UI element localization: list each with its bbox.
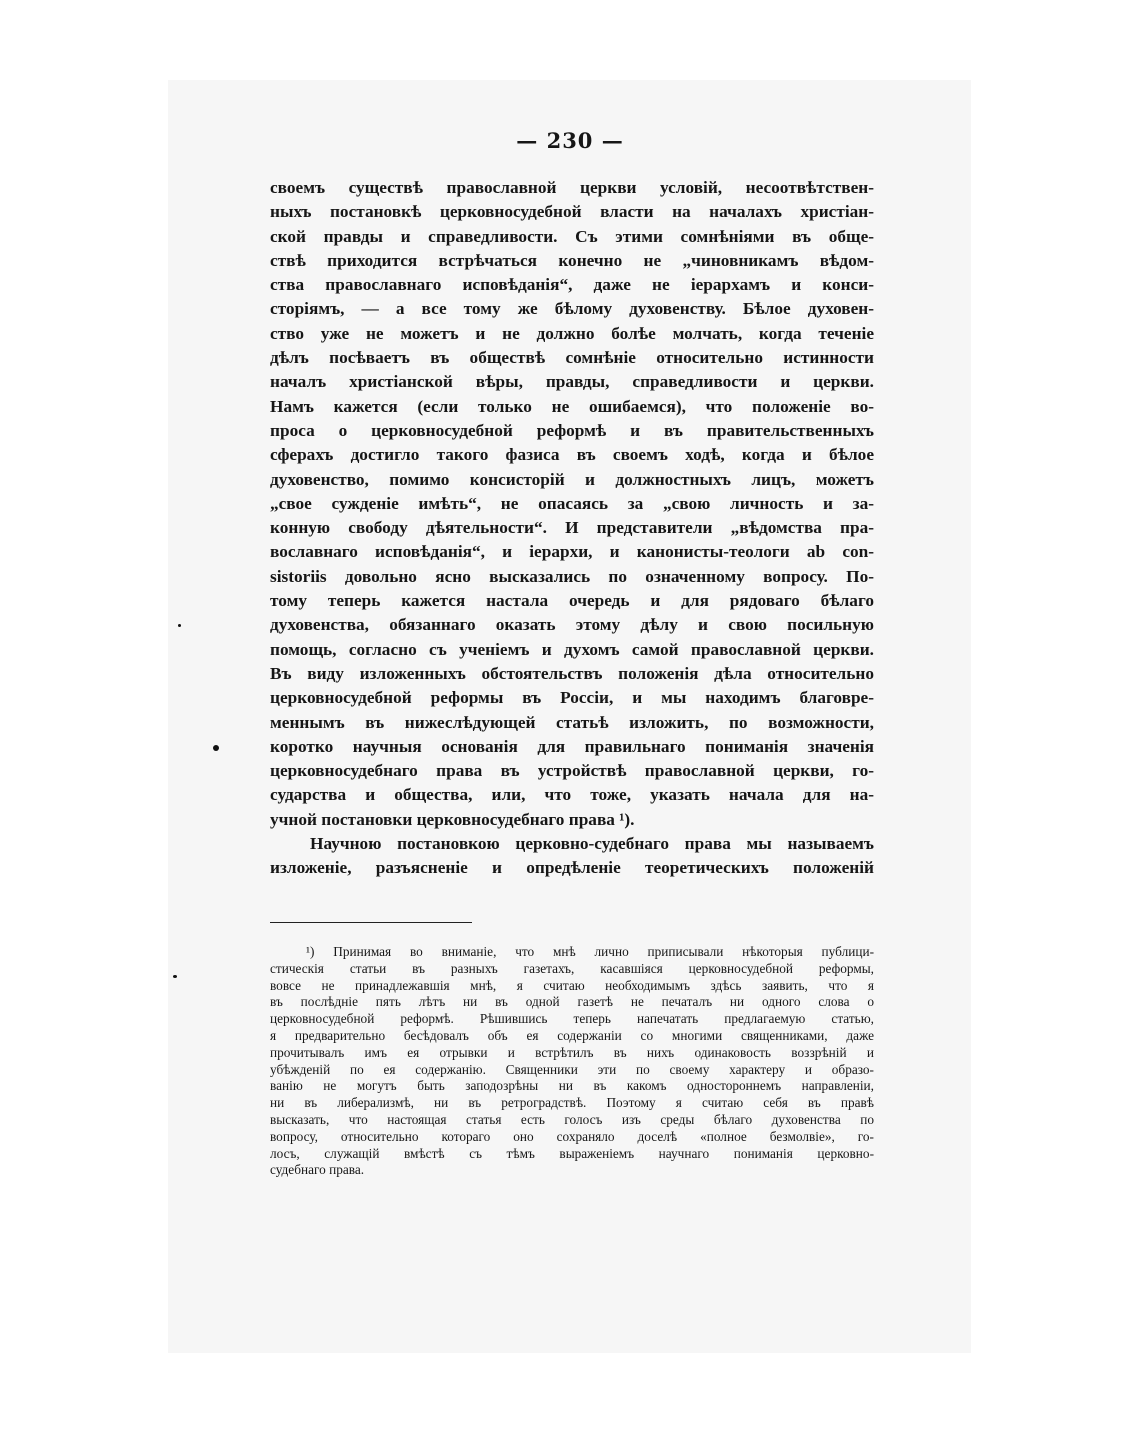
text-line: вославнаго исповѣданія“, и іерархи, и канонисты-теологи ab con-: [270, 542, 874, 562]
text-line: духовенство, помимо консисторій и должностныхъ лицъ, можетъ: [270, 469, 874, 489]
text-line: sistoriis довольно ясно высказались по означенному вопросу. По-: [270, 566, 874, 586]
text-line: тому теперь кажется настала очередь и для рядоваго бѣлаго: [270, 591, 874, 611]
footnote-line: стическія статьи въ разныхъ газетахъ, касавшіяся церковносудебной реформы,: [270, 960, 874, 976]
text-line: духовенства, обязаннаго оказать этому дѣлу и свою посильную: [270, 615, 874, 635]
footnote-line: вопросу, относительно котораго оно сохраняло доселѣ «полное безмолвіе», го-: [270, 1128, 874, 1144]
footnote-line: лосъ, служащій вмѣстѣ съ тѣмъ выраженіемъ научнаго пониманія церковно-: [270, 1145, 874, 1161]
ink-speck: [173, 975, 177, 978]
ink-speck: [178, 624, 181, 627]
text-line: „свое сужденіе имѣть“, не опасаясь за „свою личность и за-: [270, 493, 874, 513]
text-line: конную свободу дѣятельности“. И представители „вѣдомства пра-: [270, 518, 874, 538]
text-line: ныхъ постановкѣ церковносудебной власти на началахъ христіан-: [270, 202, 874, 222]
text-line: Научною постановкою церковно-судебнаго права мы называемъ: [310, 834, 874, 854]
footnote-line: прочитывалъ имъ ея отрывки и встрѣтилъ въ нихъ одинаковость воззрѣній и: [270, 1044, 874, 1060]
text-line: сторіямъ, — а все тому же бѣлому духовенству. Бѣлое духовен-: [270, 299, 874, 319]
text-line: учной постановки церковносудебнаго права ¹).: [270, 809, 635, 829]
main-text: [270, 176, 874, 881]
footnote-line: высказать, что настоящая статья есть голосъ изъ среды бѣлаго духовенства по: [270, 1111, 874, 1127]
text-line: меннымъ въ нижеслѣдующей статьѣ изложить, по возможности,: [270, 712, 874, 732]
text-line: церковносудебной реформы въ Россіи, и мы находимъ благовре-: [270, 688, 874, 708]
text-line: Намъ кажется (если только не ошибаемся), что положеніе во-: [270, 396, 874, 416]
text-line: сударства и общества, или, что тоже, указать начала для на-: [270, 785, 874, 805]
footnote-rule: [270, 922, 472, 923]
footnote-line: церковносудебной реформѣ. Рѣшившись теперь напечатать предлагаемую статью,: [270, 1011, 874, 1027]
footnote-line: судебнаго права.: [270, 1162, 365, 1178]
text-line: коротко научныя основанія для правильнаго пониманія значенія: [270, 736, 874, 756]
text-line: ской правды и справедливости. Съ этими сомнѣніями въ обще-: [270, 226, 874, 246]
footnote-line: ни въ либерализмѣ, ни въ ретроградствѣ. Поэтому я считаю себя въ правѣ: [270, 1095, 874, 1111]
footnote-line: я предварительно бесѣдовалъ объ ея содержаніи со многими священниками, даже: [270, 1027, 874, 1043]
text-line: ствѣ приходится встрѣчаться конечно не „чиновникамъ вѣдом-: [270, 250, 874, 270]
text-line: помощь, согласно съ ученіемъ и духомъ самой православной церкви.: [270, 639, 874, 659]
footnote-line: въ послѣдніе пять лѣтъ ни въ одной газетѣ не печаталъ ни одного слова о: [270, 994, 874, 1010]
text-line: ства православнаго исповѣданія“, даже не іерархамъ и конси-: [270, 275, 874, 295]
text-line: ство уже не можетъ и не должно болѣе молчать, когда теченіе: [270, 323, 874, 343]
footnote: [270, 944, 874, 1179]
text-line: своемъ существѣ православной церкви условій, несоотвѣтствен-: [270, 178, 874, 197]
text-line: проса о церковносудебной реформѣ и въ правительственныхъ: [270, 420, 874, 440]
text-line: изложеніе, разъясненіе и опредѣленіе теоретическихъ положеній: [270, 858, 874, 878]
footnote-line: вовсе не принадлежавшія мнѣ, я считаю необходимымъ здѣсь заявить, что я: [270, 977, 874, 993]
page-number: — 230 —: [516, 128, 624, 153]
text-line: дѣлъ посѣваетъ въ обществѣ сомнѣніе относительно истинности: [270, 348, 874, 368]
ink-speck: [213, 745, 219, 751]
text-line: сферахъ достигло такого фазиса въ своемъ ходѣ, когда и бѣлое: [270, 445, 874, 465]
text-line: церковносудебнаго права въ устройствѣ православной церкви, го-: [270, 761, 874, 781]
footnote-line: убѣжденій по ея содержанію. Священники эти по своему характеру и образо-: [270, 1061, 874, 1077]
text-line: началъ христіанской вѣры, правды, справедливости и церкви.: [270, 372, 874, 392]
footnote-line: ¹) Принимая во вниманіе, что мнѣ лично приписывали нѣкоторыя публици-: [306, 944, 874, 959]
text-line: Въ виду изложенныхъ обстоятельствъ положенія дѣла относительно: [270, 663, 874, 683]
footnote-line: ванію не могутъ быть заподозрѣны ни въ какомъ одностороннемъ направленіи,: [270, 1078, 874, 1094]
